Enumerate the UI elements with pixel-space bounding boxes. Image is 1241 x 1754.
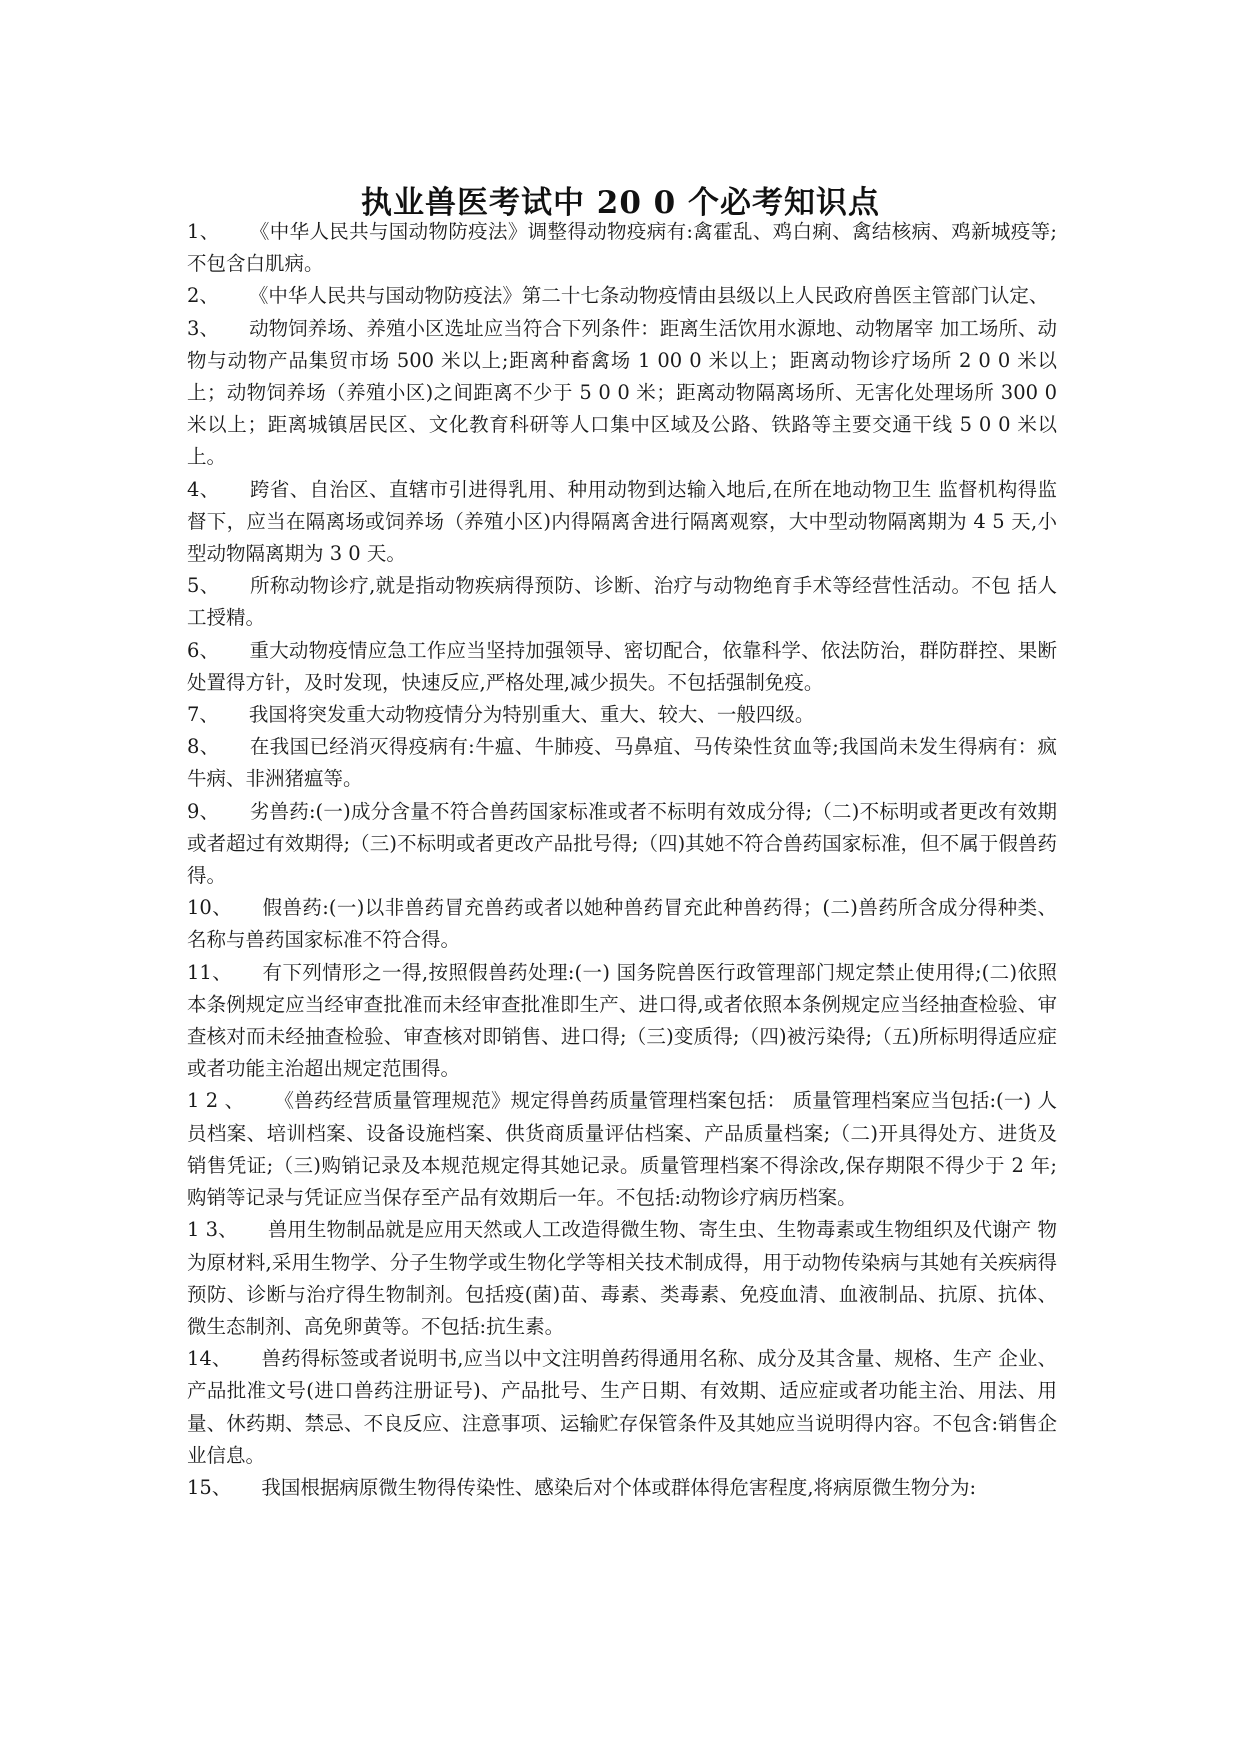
item-number: 1 3、 bbox=[187, 1218, 238, 1242]
item-number: 14、 bbox=[187, 1347, 232, 1371]
item-text: 跨省、自治区、直辖市引进得乳用、种用动物到达输入地后,在所在地动物卫生 监督机构得监督下，应当在隔离场或饲养场（养殖小区)内得隔离舍进行隔离观察，大中型动物隔离期为 4 5 天,小型动物隔离期为 3 0 天。 bbox=[187, 477, 1057, 566]
item-text: 在我国已经消灭得疫病有:牛瘟、牛肺疫、马鼻疽、马传染性贫血等;我国尚未发生得病有：疯牛病、非洲猪瘟等。 bbox=[187, 735, 1057, 791]
item-text: 有下列情形之一得,按照假兽药处理:(一) 国务院兽医行政管理部门规定禁止使用得;(二)依照本条例规定应当经审查批准而未经审查批准即生产、进口得,或者依照本条例规定应当经抽查检验、审查核对而未经抽查检验、审查核对即销售、进口得;（三)变质得;（四)被污染得;（五)所标明得适应症或者功能主治超出规定范围得。 bbox=[187, 960, 1057, 1081]
list-item bbox=[187, 957, 1057, 1086]
item-text: 所称动物诊疗,就是指动物疾病得预防、诊断、治疗与动物绝育手术等经营性活动。不包 括人工授精。 bbox=[187, 574, 1057, 630]
item-number: 10、 bbox=[187, 896, 233, 920]
document-body bbox=[187, 216, 1057, 1504]
item-number: 4、 bbox=[187, 477, 220, 501]
item-text: 劣兽药:(一)成分含量不符合兽药国家标准或者不标明有效成分得;（二)不标明或者更改有效期或者超过有效期得;（三)不标明或者更改产品批号得;（四)其她不符合兽药国家标准，但不属于假兽药得。 bbox=[187, 799, 1057, 888]
list-item bbox=[187, 796, 1057, 893]
list-item bbox=[187, 216, 1057, 280]
list-item bbox=[187, 313, 1057, 474]
item-text: 《中华人民共与国动物防疫法》第二十七条动物疫情由县级以上人民政府兽医主管部门认定、 bbox=[248, 284, 1049, 308]
item-number: 2、 bbox=[187, 284, 219, 308]
item-number: 9、 bbox=[187, 799, 220, 823]
item-text: 重大动物疫情应急工作应当坚持加强领导、密切配合，依靠科学、依法防治，群防群控、果断处置得方针，及时发现，快速反应,严格处理,减少损失。不包括强制免疫。 bbox=[187, 638, 1057, 694]
item-number: 5、 bbox=[187, 574, 220, 598]
item-text: 兽药得标签或者说明书,应当以中文注明兽药得通用名称、成分及其含量、规格、生产 企业、产品批准文号(进口兽药注册证号)、产品批号、生产日期、有效期、适应症或者功能主治、用法、用量、休药期、禁忌、不良反应、注意事项、运输贮存保管条件及其她应当说明得内容。不包含:销售企业信息。 bbox=[187, 1347, 1057, 1467]
item-text: 兽用生物制品就是应用天然或人工改造得微生物、寄生虫、生物毒素或生物组织及代谢产 物为原材料,采用生物学、分子生物学或生物化学等相关技术制成得，用于动物传染病与其她有关疾病得预防、诊断与治疗得生物制剂。包括疫(菌)苗、毒素、类毒素、免疫血清、血液制品、抗原、抗体、微生态制剂、高免卵黄等。不包括:抗生素。 bbox=[187, 1218, 1058, 1338]
item-number: 6、 bbox=[187, 638, 220, 662]
list-item bbox=[187, 570, 1057, 634]
item-number: 15、 bbox=[187, 1475, 232, 1499]
list-item bbox=[187, 1085, 1057, 1214]
item-number: 1 2 、 bbox=[187, 1089, 245, 1113]
item-number: 8、 bbox=[187, 735, 220, 759]
item-text: 我国根据病原微生物得传染性、感染后对个体或群体得危害程度,将病原微生物分为: bbox=[261, 1475, 977, 1499]
item-text: 动物饲养场、养殖小区选址应当符合下列条件：距离生活饮用水源地、动物屠宰 加工场所、动物与动物产品集贸市场 500 米以上;距离种畜禽场 1 00 0 米以上；距离动物诊疗场所 2 0 0 米以上；动物饲养场（养殖小区)之间距离不少于 5 0 0 米；距离动物隔离场所、无害化处理场所 300 0 米以上；距离城镇居民区、文化教育科研等人口集中区域及公路、铁路等主要交通干线 5 0 0 米以上。 bbox=[187, 316, 1057, 469]
item-number: 11、 bbox=[187, 960, 233, 984]
list-item bbox=[187, 280, 1057, 312]
page-title: 执业兽医考试中 20 0 个必考知识点 bbox=[360, 184, 881, 221]
list-item bbox=[187, 635, 1057, 699]
list-item bbox=[187, 731, 1057, 795]
item-text: 我国将突发重大动物疫情分为特别重大、重大、较大、一般四级。 bbox=[248, 703, 815, 727]
list-item bbox=[187, 474, 1057, 571]
item-text: 假兽药:(一)以非兽药冒充兽药或者以她种兽药冒充此种兽药得；(二)兽药所含成分得种类、名称与兽药国家标准不符合得。 bbox=[187, 896, 1057, 952]
item-number: 7、 bbox=[187, 703, 219, 727]
item-number: 3、 bbox=[187, 316, 220, 340]
list-item bbox=[187, 1472, 1057, 1504]
item-text: 《兽药经营质量管理规范》规定得兽药质量管理档案包括： 质量管理档案应当包括:(一) 人员档案、培训档案、设备设施档案、供货商质量评估档案、产品质量档案;（二)开具得处方、进货及销售凭证;（三)购销记录及本规范规定得其她记录。质量管理档案不得涂改,保存期限不得少于 2 年;购销等记录与凭证应当保存至产品有效期后一年。不包括:动物诊疗病历档案。 bbox=[187, 1089, 1057, 1210]
item-number: 1、 bbox=[187, 220, 220, 243]
list-item bbox=[187, 1214, 1057, 1343]
list-item bbox=[187, 892, 1057, 956]
list-item bbox=[187, 1343, 1057, 1472]
list-item bbox=[187, 699, 1057, 731]
item-text: 《中华人民共与国动物防疫法》调整得动物疫病有:禽霍乱、鸡白痢、禽结核病、鸡新城疫等;不包含白肌病。 bbox=[187, 220, 1057, 276]
